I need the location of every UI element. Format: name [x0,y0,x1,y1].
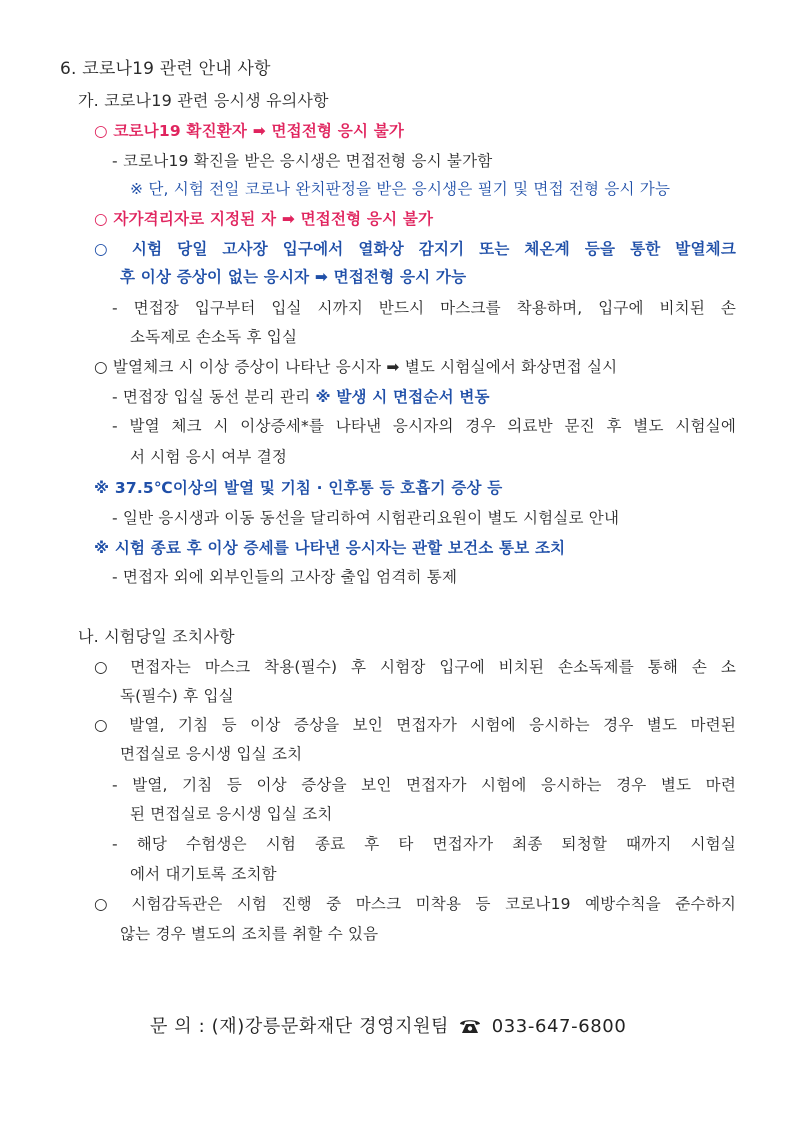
item-supervisor-line2: 않는 경우 별도의 조치를 취할 수 있음 [120,925,379,943]
section-title: 6. 코로나19 관련 안내 사항 [60,59,271,79]
item-symptom-check-line2: 서 시험 응시 여부 결정 [130,448,288,466]
note-outsider-control: - 면접자 외에 외부인들의 고사장 출입 엄격히 통제 [112,568,458,586]
item-symptom-video-interview: ○ 발열체크 시 이상 증상이 나타난 응시자 ➡ 별도 시험실에서 화상면접 실시 [94,358,618,376]
route-separation-note: ※ 발생 시 면접순서 변동 [315,388,490,406]
contact-label: 문 의 : [150,1016,206,1037]
telephone-icon [459,1018,481,1040]
note-post-exam-report: ※ 시험 종료 후 이상 증세를 나타낸 응시자는 관할 보건소 통보 조치 [94,539,566,557]
item-mask-line2: 소독제로 손소독 후 입실 [130,328,298,346]
item-route-separation [112,386,490,408]
note-fever-definition: ※ 37.5℃이상의 발열 및 기침 · 인후통 등 호흡기 증상 등 [94,479,503,497]
subsection-b-heading: 나. 시험당일 조치사항 [78,627,235,646]
route-separation-text: - 면접장 입실 동선 분리 관리 [112,388,311,406]
item-confirmed-patient: ○ 코로나19 확진환자 ➡ 면접전형 응시 불가 [94,122,405,140]
item-wait-line1: - 해당 수험생은 시험 종료 후 타 면접자가 최종 퇴청할 때까지 시험실 [112,835,736,853]
item-symptom-check-line1: - 발열 체크 시 이상증세*를 나타낸 응시자의 경우 의료반 문진 후 별도 시험실에 [112,417,736,435]
item-separate-room-line2: 면접실로 응시생 입실 조치 [120,745,303,763]
item-supervisor-line1: ○ 시험감독관은 시험 진행 중 마스크 미착용 등 코로나19 예방수칙을 준수하지 [94,895,736,913]
item-fever-check-line2: 후 이상 증상이 없는 응시자 ➡ 면접전형 응시 가능 [120,268,467,286]
contact-org: (재)강릉문화재단 경영지원팀 [211,1016,450,1037]
item-mask-required-line2: 독(필수) 후 입실 [120,687,234,705]
item-separate-room-detail-line1: - 발열, 기침 등 이상 증상을 보인 면접자가 시험에 응시하는 경우 별도 마련 [112,776,736,794]
item-separate-room-line1: ○ 발열, 기침 등 이상 증상을 보인 면접자가 시험에 응시하는 경우 별도 마련된 [94,716,736,734]
item-self-quarantine: ○ 자가격리자로 지정된 자 ➡ 면접전형 응시 불가 [94,210,434,228]
item-fever-check-line1: ○ 시험 당일 고사장 입구에서 열화상 감지기 또는 체온계 등을 통한 발열체크 [94,240,736,258]
note-fever-detail: - 일반 응시생과 이동 동선을 달리하여 시험관리요원이 별도 시험실로 안내 [112,509,620,527]
item-confirmed-detail: - 코로나19 확진을 받은 응시생은 면접전형 응시 불가함 [112,152,493,170]
contact-footer [150,1016,626,1040]
subsection-a-heading: 가. 코로나19 관련 응시생 유의사항 [78,91,329,110]
item-mask-line1: - 면접장 입구부터 입실 시까지 반드시 마스크를 착용하며, 입구에 비치된 손 [112,299,736,317]
item-separate-room-detail-line2: 된 면접실로 응시생 입실 조치 [130,805,333,823]
item-wait-line2: 에서 대기토록 조치함 [130,865,277,883]
contact-phone: 033-647-6800 [491,1016,627,1037]
item-mask-required-line1: ○ 면접자는 마스크 착용(필수) 후 시험장 입구에 비치된 손소독제를 통해 손 소 [94,658,736,676]
item-confirmed-note: ※ 단, 시험 전일 코로나 완치판정을 받은 응시생은 필기 및 면접 전형 응시 가능 [130,180,671,198]
